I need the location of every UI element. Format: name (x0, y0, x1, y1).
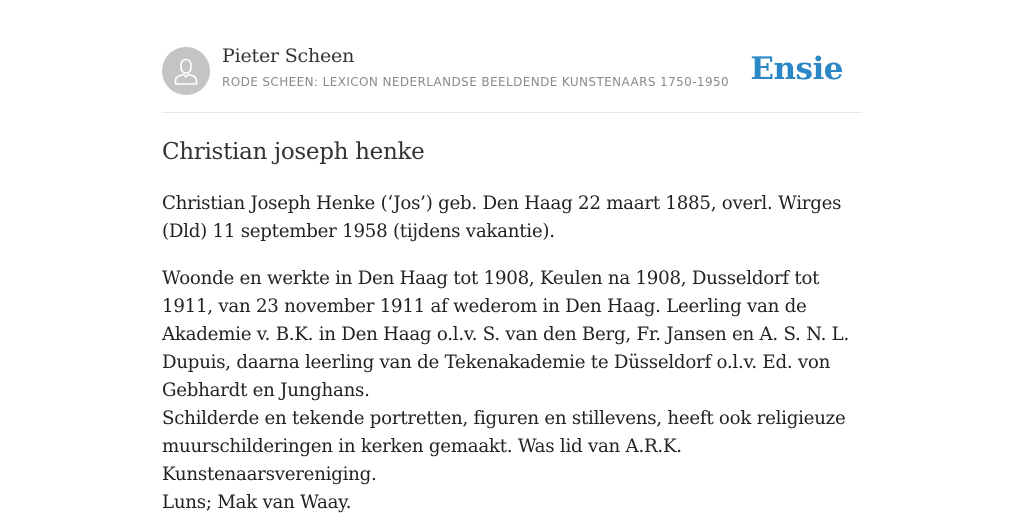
author-name[interactable]: Pieter Scheen (222, 45, 355, 67)
source-label[interactable]: RODE SCHEEN: LEXICON NEDERLANDSE BEELDENDE KUNSTENAARS 1750-1950 (222, 75, 730, 89)
user-silhouette-icon (171, 56, 201, 86)
ensie-logo[interactable]: Ensie (750, 51, 843, 87)
article-paragraph-3: Schilderde en tekende portretten, figuren en stillevens, heeft ook religieuze muurschilderingen in kerken gemaakt. Was lid van A.R.K. Kunstenaarsvereniging. (162, 408, 846, 485)
article-paragraph-2: Woonde en werkte in Den Haag tot 1908, Keulen na 1908, Dusseldorf tot 1911, van 23 november 1911 af wederom in Den Haag. Leerling van de Akademie v. B.K. in Den Haag o.l.v. S. van den Berg, Fr. Jansen en A. S. N. L. Dupuis, daarna leerling van de Tekenakademie te Düsseldorf o.l.v. Ed. von Gebhardt en Junghans. (162, 268, 850, 401)
header (162, 0, 862, 113)
article-paragraph-4: Luns; Mak van Waay. (162, 492, 352, 513)
avatar[interactable] (162, 47, 210, 95)
article-paragraph-1: Christian Joseph Henke (‘Jos’) geb. Den Haag 22 maart 1885, overl. Wirges (Dld) 11 september 1958 (tijdens vakantie). (162, 193, 842, 242)
page-container (162, 0, 862, 513)
page-title: Christian joseph henke (162, 139, 425, 165)
